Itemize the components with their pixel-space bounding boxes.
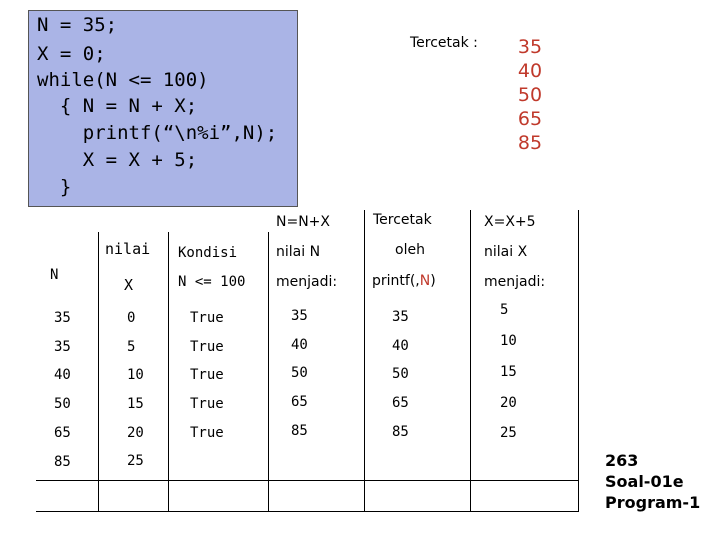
- header-tercetak-2: oleh: [395, 242, 425, 258]
- cell-n: 40: [54, 367, 71, 383]
- cell-xx5: 20: [500, 395, 517, 411]
- cell-xx5: 25: [500, 425, 517, 441]
- table-divider: [470, 210, 471, 512]
- cell-tercetak: 40: [392, 338, 409, 354]
- header-tercetak-1: Tercetak: [373, 212, 432, 228]
- cell-x: 15: [127, 396, 144, 412]
- cell-n: 85: [54, 454, 71, 470]
- table-divider: [268, 232, 269, 512]
- code-line: printf(“\n%i”,N);: [37, 122, 278, 144]
- cell-n: 35: [54, 339, 71, 355]
- header-n: N: [50, 267, 59, 283]
- output-value: 40: [517, 60, 543, 82]
- header-nnx-2: nilai N: [276, 244, 321, 260]
- code-line: N = 35;: [37, 14, 118, 36]
- header-tercetak-3b: N: [419, 273, 431, 289]
- cell-nnx: 40: [291, 337, 308, 353]
- table-divider: [578, 210, 579, 512]
- output-value: 35: [517, 36, 543, 58]
- table-line: [36, 511, 579, 512]
- header-tercetak-3c: ): [430, 273, 436, 289]
- output-value: 65: [517, 108, 543, 130]
- cell-kondisi: True: [190, 425, 224, 441]
- cell-n: 65: [54, 425, 71, 441]
- cell-kondisi: True: [190, 367, 224, 383]
- cell-n: 35: [54, 310, 71, 326]
- header-tercetak-3a: printf(,: [372, 273, 420, 289]
- output-values: [512, 35, 548, 155]
- cell-kondisi: True: [190, 396, 224, 412]
- table-line: [36, 480, 579, 481]
- code-line: while(N <= 100): [37, 69, 209, 91]
- cell-kondisi: True: [190, 339, 224, 355]
- cell-nnx: 65: [291, 394, 308, 410]
- table-divider: [168, 232, 169, 512]
- cell-tercetak: 50: [392, 366, 409, 382]
- cell-x: 10: [127, 367, 144, 383]
- cell-tercetak: 35: [392, 309, 409, 325]
- header-x-bottom: X: [124, 276, 134, 294]
- cell-n: 50: [54, 396, 71, 412]
- cell-xx5: 5: [500, 302, 509, 318]
- header-xx5-2: nilai X: [484, 244, 528, 260]
- cell-nnx: 50: [291, 365, 308, 381]
- header-xx5-3: menjadi:: [484, 274, 546, 290]
- output-value: 50: [517, 84, 543, 106]
- output-value: 85: [517, 132, 543, 154]
- header-nnx-3: menjadi:: [276, 274, 338, 290]
- code-line: X = 0;: [37, 43, 106, 65]
- code-line: }: [37, 176, 72, 198]
- cell-x: 0: [127, 310, 136, 326]
- code-line: { N = N + X;: [37, 95, 198, 117]
- cell-x: 5: [127, 339, 136, 355]
- code-line: X = X + 5;: [37, 149, 198, 171]
- cell-xx5: 10: [500, 333, 517, 349]
- cell-tercetak: 85: [392, 424, 409, 440]
- slide-stamp: [605, 450, 700, 513]
- cell-nnx: 85: [291, 423, 308, 439]
- cell-tercetak: 65: [392, 395, 409, 411]
- header-x-top: nilai: [105, 240, 151, 258]
- header-kondisi-expr: N <= 100: [178, 274, 246, 290]
- header-xx5-1: X=X+5: [484, 214, 536, 230]
- cell-kondisi: True: [190, 310, 224, 326]
- output-label: Tercetak :: [410, 35, 478, 51]
- stamp-soal: Soal-01e: [605, 472, 684, 491]
- table-divider: [98, 232, 99, 512]
- header-kondisi: Kondisi: [178, 245, 238, 261]
- header-tercetak-3: [372, 273, 436, 289]
- stamp-program: Program-1: [605, 493, 701, 512]
- cell-xx5: 15: [500, 364, 517, 380]
- cell-x: 20: [127, 425, 144, 441]
- cell-x: 25: [127, 453, 144, 469]
- table-divider: [364, 210, 365, 512]
- cell-nnx: 35: [291, 308, 308, 324]
- stamp-number: 263: [605, 451, 639, 470]
- header-nnx-1: N=N+X: [276, 214, 330, 230]
